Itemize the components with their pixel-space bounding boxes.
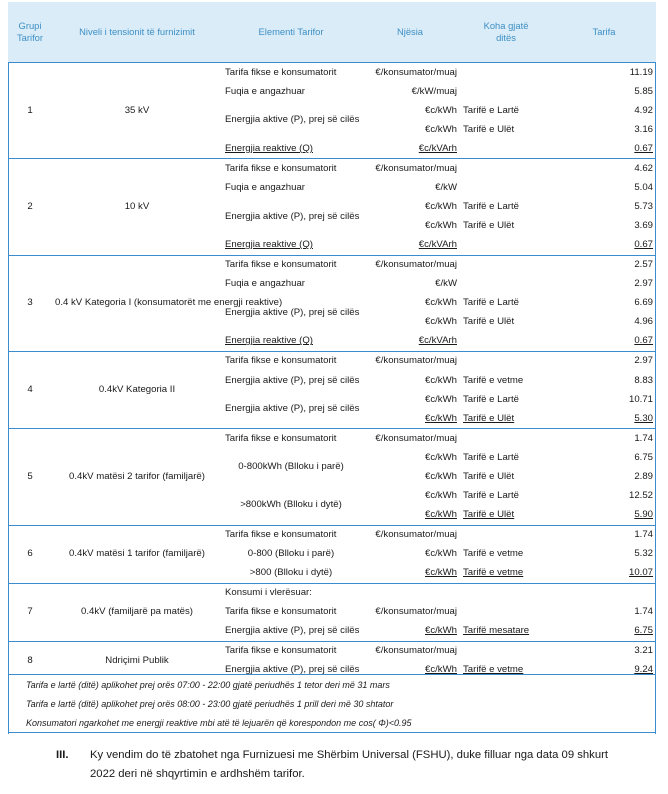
element-cell: Tarifa fikse e konsumatorit bbox=[222, 641, 360, 661]
block-second: >800kWh (Blloku i dytë) bbox=[240, 499, 342, 511]
group-number: 2 bbox=[8, 159, 52, 255]
unit-cell: €/kW/muaj bbox=[411, 85, 457, 97]
voltage-level: 0.4 kV Kategoria I (konsumatorët me energji reaktive) bbox=[52, 255, 222, 351]
element-cell: Energjia aktive (P), prej së cilës bbox=[225, 403, 360, 415]
element-cell: Energjia aktive (P), prej së cilës bbox=[225, 664, 360, 676]
tariff-value: 1.74 bbox=[552, 429, 656, 449]
unit-cell bbox=[360, 583, 460, 603]
group-number: 6 bbox=[8, 525, 52, 583]
tariff-value: 4.96 bbox=[634, 316, 653, 328]
unit-cell: €c/kVArh bbox=[418, 142, 457, 154]
group-number: 3 bbox=[8, 255, 52, 351]
time-cell bbox=[460, 332, 552, 352]
element-cell: Tarifa fikse e konsumatorit bbox=[222, 255, 360, 275]
tariff-value bbox=[552, 583, 656, 603]
element-cell: Energjia aktive (P), prej së cilës bbox=[225, 114, 360, 126]
time-cell bbox=[460, 255, 552, 275]
tariff-value: 6.75 bbox=[634, 625, 653, 637]
table-row bbox=[8, 351, 656, 371]
unit-cell: €/konsumator/muaj bbox=[360, 159, 460, 179]
unit-cell: €c/kWh bbox=[425, 567, 457, 579]
unit-cell: €/konsumator/muaj bbox=[360, 429, 460, 449]
unit-cell: €/kW bbox=[435, 181, 457, 193]
header-tariff: Tarifa bbox=[552, 2, 656, 63]
unit-cell: €c/kWh bbox=[425, 664, 457, 676]
header-level: Niveli i tensionit të furnizimit bbox=[52, 2, 222, 63]
time-cell: Tarifë e Ulët bbox=[463, 412, 515, 424]
time-cell: Tarifë e Lartë bbox=[463, 393, 519, 405]
tariff-value: 10.71 bbox=[628, 393, 653, 405]
time-cell bbox=[460, 236, 552, 256]
time-cell bbox=[460, 603, 552, 622]
element-cell: Energjia aktive (P), prej së cilës bbox=[225, 625, 360, 637]
tariff-value: 2.57 bbox=[552, 255, 656, 275]
tariff-value: 5.85 bbox=[634, 85, 653, 97]
tariff-value: 2.97 bbox=[634, 278, 653, 290]
time-cell bbox=[460, 429, 552, 449]
unit-cell: €c/kWh bbox=[425, 220, 457, 232]
tariff-value: 5.04 bbox=[634, 181, 653, 193]
tariff-value: 4.92 bbox=[634, 104, 653, 116]
group-number: 8 bbox=[8, 641, 52, 680]
tariff-value: 3.21 bbox=[552, 641, 656, 661]
element-cell: >800 (Blloku i dytë) bbox=[249, 567, 333, 579]
unit-cell: €c/kVArh bbox=[418, 335, 457, 347]
voltage-level: 35 kV bbox=[52, 63, 222, 159]
time-cell: Tarifë e vetme bbox=[463, 374, 524, 386]
element-cell: Energjia aktive (P), prej së cilës bbox=[225, 374, 360, 386]
group-number: 4 bbox=[8, 351, 52, 428]
element-cell: Energjia reaktive (Q) bbox=[225, 335, 313, 347]
table-row bbox=[8, 63, 656, 83]
voltage-level: 0.4kV (familjarë pa matës) bbox=[52, 583, 222, 641]
tariff-value: 5.90 bbox=[634, 508, 653, 520]
notes-table bbox=[8, 674, 656, 733]
note-1: Tarifa e lartë (ditë) aplikohet prej orës 07:00 - 22:00 gjatë periudhës 1 tetor deri më 31 mars bbox=[8, 675, 656, 695]
tariff-value: 4.62 bbox=[552, 159, 656, 179]
time-cell: Tarifë e vetme bbox=[463, 664, 524, 676]
unit-cell: €c/kWh bbox=[425, 548, 457, 560]
tariff-value: 1.74 bbox=[634, 606, 653, 618]
time-cell bbox=[460, 641, 552, 661]
element-cell: Tarifa fikse e konsumatorit bbox=[222, 351, 360, 371]
group-number: 5 bbox=[8, 429, 52, 525]
note-2: Tarifa e lartë (ditë) aplikohet prej orës 08:00 - 23:00 gjatë periudhës 1 prill deri më 30 shtator bbox=[26, 698, 394, 709]
time-cell: Tarifë e Lartë bbox=[463, 200, 519, 212]
time-cell: Tarifë e Lartë bbox=[463, 451, 519, 463]
unit-cell: €/konsumator/muaj bbox=[360, 641, 460, 661]
element-cell: Energjia aktive (P), prej së cilës bbox=[225, 210, 360, 222]
element-cell: Tarifa fikse e konsumatorit bbox=[222, 525, 360, 545]
tariff-value: 3.69 bbox=[634, 220, 653, 232]
tariff-value: 6.69 bbox=[634, 297, 653, 309]
table-row bbox=[8, 525, 656, 545]
table-row bbox=[8, 641, 656, 661]
time-cell bbox=[460, 82, 552, 101]
time-cell bbox=[460, 525, 552, 545]
tariff-value: 2.97 bbox=[552, 351, 656, 371]
element-cell: Tarifa fikse e konsumatorit bbox=[222, 159, 360, 179]
unit-cell: €/konsumator/muaj bbox=[375, 606, 457, 618]
table-row bbox=[8, 583, 656, 603]
unit-cell: €c/kWh bbox=[425, 297, 457, 309]
unit-cell: €/kW bbox=[435, 278, 457, 290]
time-cell: Tarifë mesatare bbox=[463, 625, 530, 637]
element-cell: Konsumi i vlerësuar: bbox=[222, 583, 360, 603]
tariff-value: 9.24 bbox=[634, 664, 653, 676]
voltage-level: 0.4kV matësi 1 tarifor (familjarë) bbox=[52, 525, 222, 583]
element-cell: Fuqia e angazhuar bbox=[225, 85, 306, 97]
voltage-level: Ndriçimi Publik bbox=[52, 641, 222, 680]
unit-cell: €c/kWh bbox=[425, 393, 457, 405]
tariff-value: 1.74 bbox=[552, 525, 656, 545]
element-cell: Energjia reaktive (Q) bbox=[225, 239, 313, 251]
table-row bbox=[8, 159, 656, 179]
unit-cell: €c/kWh bbox=[425, 451, 457, 463]
tariff-value: 2.89 bbox=[634, 470, 653, 482]
time-cell bbox=[460, 159, 552, 179]
time-cell: Tarifë e Ulët bbox=[463, 316, 515, 328]
element-cell: Fuqia e angazhuar bbox=[225, 278, 306, 290]
tariff-value: 6.75 bbox=[634, 451, 653, 463]
tariff-value: 0.67 bbox=[634, 335, 653, 347]
time-cell: Tarifë e Ulët bbox=[463, 123, 515, 135]
unit-cell: €/konsumator/muaj bbox=[360, 525, 460, 545]
tariff-value: 12.52 bbox=[628, 489, 653, 501]
time-cell bbox=[460, 139, 552, 159]
decision-text: Ky vendim do të zbatohet nga Furnizuesi me Shërbim Universal (FSHU), duke filluar nga data 09 shkurt 2022 deri në shqyrtimin e ardhshëm tarifor. bbox=[90, 749, 609, 780]
note-3: Konsumatori ngarkohet me energji reaktive mbi atë të lejuarën që korespondon me cos( Φ)<0.95 bbox=[8, 713, 656, 733]
tariff-value: 3.16 bbox=[634, 123, 653, 135]
unit-cell: €/konsumator/muaj bbox=[360, 255, 460, 275]
time-cell: Tarifë e Lartë bbox=[463, 489, 519, 501]
header-time: Koha gjatë ditës bbox=[460, 2, 552, 63]
tariff-value: 5.73 bbox=[634, 200, 653, 212]
unit-cell: €c/kWh bbox=[425, 470, 457, 482]
unit-cell: €c/kWh bbox=[425, 200, 457, 212]
voltage-level: 0.4kV Kategoria II bbox=[52, 351, 222, 428]
element-cell: 0-800 (Blloku i parë) bbox=[247, 548, 335, 560]
time-cell: Tarifë e vetme bbox=[463, 548, 524, 560]
unit-cell: €c/kVArh bbox=[418, 239, 457, 251]
group-number: 7 bbox=[8, 583, 52, 641]
block-first: 0-800kWh (Blloku i parë) bbox=[238, 461, 344, 473]
unit-cell: €c/kWh bbox=[425, 104, 457, 116]
time-cell: Tarifë e Lartë bbox=[463, 297, 519, 309]
tariff-value: 11.19 bbox=[552, 63, 656, 83]
element-cell: Fuqia e angazhuar bbox=[225, 181, 306, 193]
time-cell: Tarifë e Ulët bbox=[463, 508, 515, 520]
tariff-table bbox=[8, 2, 656, 680]
unit-cell: €c/kWh bbox=[425, 123, 457, 135]
time-cell bbox=[460, 63, 552, 83]
time-cell bbox=[460, 583, 552, 603]
element-cell: Tarifa fikse e konsumatorit bbox=[222, 63, 360, 83]
section-marker: III. bbox=[56, 749, 69, 761]
table-row bbox=[8, 429, 656, 449]
element-cell: Energjia reaktive (Q) bbox=[225, 142, 313, 154]
time-cell bbox=[460, 275, 552, 294]
tariff-value: 0.67 bbox=[634, 142, 653, 154]
unit-cell: €c/kWh bbox=[425, 412, 457, 424]
table-header bbox=[8, 2, 656, 63]
time-cell: Tarifë e Ulët bbox=[463, 470, 515, 482]
decision-paragraph bbox=[58, 746, 628, 784]
unit-cell: €/konsumator/muaj bbox=[360, 351, 460, 371]
unit-cell: €c/kWh bbox=[425, 316, 457, 328]
unit-cell: €c/kWh bbox=[425, 625, 457, 637]
header-element: Elementi Tarifor bbox=[222, 2, 360, 63]
element-cell: Energjia aktive (P), prej së cilës bbox=[225, 306, 360, 318]
voltage-level: 10 kV bbox=[52, 159, 222, 255]
tariff-value: 5.32 bbox=[634, 548, 653, 560]
tariff-value: 8.83 bbox=[634, 374, 653, 386]
time-cell: Tarifë e vetme bbox=[463, 567, 524, 579]
element-cell: Tarifa fikse e konsumatorit bbox=[225, 606, 337, 618]
tariff-value: 10.07 bbox=[628, 567, 653, 579]
unit-cell: €c/kWh bbox=[425, 489, 457, 501]
unit-cell: €c/kWh bbox=[425, 508, 457, 520]
time-cell: Tarifë e Lartë bbox=[463, 104, 519, 116]
unit-cell: €c/kWh bbox=[425, 374, 457, 386]
table-row bbox=[8, 255, 656, 275]
element-cell: Tarifa fikse e konsumatorit bbox=[222, 429, 360, 449]
header-unit: Njësia bbox=[360, 2, 460, 63]
tariff-value: 0.67 bbox=[634, 239, 653, 251]
header-group: Grupi Tarifor bbox=[8, 2, 52, 63]
time-cell bbox=[460, 178, 552, 197]
tariff-value: 5.30 bbox=[634, 412, 653, 424]
group-number: 1 bbox=[8, 63, 52, 159]
unit-cell: €/konsumator/muaj bbox=[360, 63, 460, 83]
time-cell: Tarifë e Ulët bbox=[463, 220, 515, 232]
voltage-level: 0.4kV matësi 2 tarifor (familjarë) bbox=[52, 429, 222, 525]
time-cell bbox=[460, 351, 552, 371]
